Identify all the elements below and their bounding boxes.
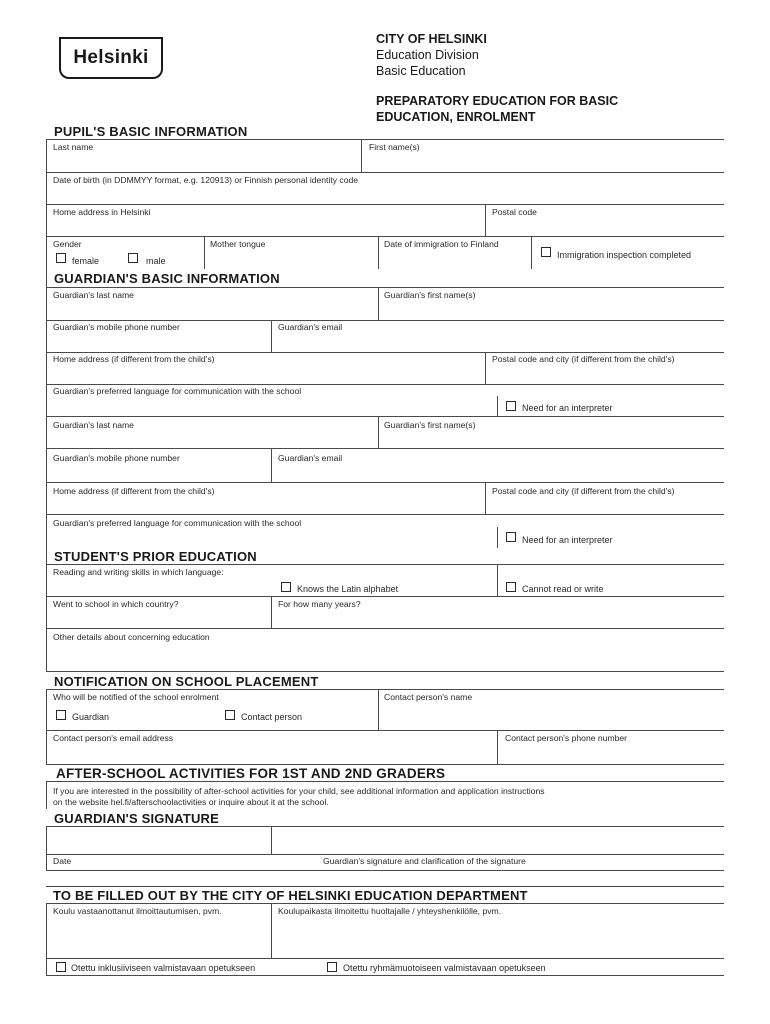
divider <box>46 514 724 515</box>
divider <box>271 903 272 958</box>
pupil-section-heading: PUPIL'S BASIC INFORMATION <box>54 124 248 139</box>
school-years-label: For how many years? <box>278 599 361 609</box>
divider <box>46 236 724 237</box>
divider <box>485 482 486 514</box>
divider <box>46 903 724 904</box>
guardian1-interpreter-label: Need for an interpreter <box>522 403 613 413</box>
divider <box>46 448 724 449</box>
divider <box>531 236 532 269</box>
divider <box>46 886 724 887</box>
inclusive-checkbox[interactable] <box>56 962 66 972</box>
reading-writing-label: Reading and writing skills in which language: <box>53 567 224 577</box>
divider <box>378 689 379 730</box>
cannot-read-label: Cannot read or write <box>522 584 604 594</box>
notify-guardian-label: Guardian <box>72 712 110 722</box>
divider <box>46 903 47 975</box>
divider <box>46 826 724 827</box>
divider <box>485 204 486 236</box>
divider <box>497 730 498 764</box>
divider <box>46 320 724 321</box>
guardian1-mobile-label: Guardian's mobile phone number <box>53 322 180 332</box>
latin-alphabet-checkbox[interactable] <box>281 582 291 592</box>
pupil-dob-label: Date of birth (in DDMMYY format, e.g. 120913) or Finnish personal identity code <box>53 175 359 185</box>
divider <box>46 671 724 672</box>
divider <box>46 730 724 731</box>
logo-top-border <box>59 37 163 43</box>
divider <box>46 854 724 855</box>
divider <box>46 287 724 288</box>
signature-date-label: Date <box>53 856 72 866</box>
pupil-first-names-label: First name(s) <box>369 142 420 152</box>
org-division: Education Division <box>376 48 479 62</box>
school-country-label: Went to school in which country? <box>53 599 179 609</box>
divider <box>497 396 498 416</box>
divider <box>46 628 724 629</box>
signature-label: Guardian's signature and clarification of the signature <box>323 856 526 866</box>
divider <box>271 448 272 482</box>
contact-phone-label: Contact person's phone number <box>505 733 628 743</box>
divider <box>497 527 498 548</box>
document-title <box>376 93 618 125</box>
guardian2-mobile-label: Guardian's mobile phone number <box>53 453 180 463</box>
divider <box>46 416 724 417</box>
divider <box>204 236 205 269</box>
document-title-line1: PREPARATORY EDUCATION FOR BASIC <box>376 94 619 108</box>
org-unit: Basic Education <box>376 64 466 78</box>
form-left-border <box>46 781 47 809</box>
guardian1-language-label: Guardian's preferred language for communication with the school <box>53 386 302 396</box>
divider <box>46 352 724 353</box>
guardian2-first-names-label: Guardian's first name(s) <box>384 420 476 430</box>
divider <box>497 564 498 596</box>
mother-tongue-label: Mother tongue <box>210 239 266 249</box>
notified-date-label: Koulupaikasta ilmoitettu huoltajalle / yhteyshenkilölle, pvm. <box>278 906 502 916</box>
after-school-text <box>53 786 545 808</box>
divider <box>46 482 724 483</box>
pupil-gender-label: Gender <box>53 239 82 249</box>
prior-education-heading: STUDENT'S PRIOR EDUCATION <box>54 549 257 564</box>
divider <box>46 781 724 782</box>
group-label: Otettu ryhmämuotoiseen valmistavaan opetukseen <box>343 963 546 973</box>
guardian2-interpreter-checkbox[interactable] <box>506 532 516 542</box>
female-checkbox[interactable] <box>56 253 66 263</box>
divider <box>46 689 724 690</box>
notify-guardian-checkbox[interactable] <box>56 710 66 720</box>
guardian1-address-label: Home address (if different from the child's) <box>53 354 215 364</box>
guardian2-email-label: Guardian's email <box>278 453 343 463</box>
guardian-section-heading: GUARDIAN'S BASIC INFORMATION <box>54 271 280 286</box>
female-label: female <box>72 256 100 266</box>
other-details-label: Other details about concerning education <box>53 632 210 642</box>
logo-text: Helsinki <box>73 47 149 68</box>
divider <box>46 384 724 385</box>
after-school-heading: AFTER-SCHOOL ACTIVITIES FOR 1ST AND 2ND GRADERS <box>56 766 446 781</box>
immigration-inspection-checkbox[interactable] <box>541 247 551 257</box>
immigration-inspection-label: Immigration inspection completed <box>557 250 692 260</box>
divider <box>46 958 724 959</box>
divider <box>361 139 362 172</box>
immigration-date-label: Date of immigration to Finland <box>384 239 499 249</box>
contact-name-label: Contact person's name <box>384 692 473 702</box>
after-school-text-line1: If you are interested in the possibility of after-school activities for your child, see additional information and application instructions <box>53 786 545 796</box>
form-left-border <box>46 689 47 764</box>
pupil-last-name-label: Last name <box>53 142 94 152</box>
notify-who-label: Who will be notified of the school enrolment <box>53 692 219 702</box>
form-left-border <box>46 139 47 671</box>
divider <box>378 236 379 269</box>
divider <box>271 596 272 628</box>
guardian1-postal-city-label: Postal code and city (if different from the child's) <box>492 354 675 364</box>
guardian1-interpreter-checkbox[interactable] <box>506 401 516 411</box>
divider <box>46 564 724 565</box>
guardian2-last-name-label: Guardian's last name <box>53 420 134 430</box>
document-title-line2: EDUCATION, ENROLMENT <box>376 110 536 124</box>
divider <box>378 416 379 448</box>
contact-email-label: Contact person's email address <box>53 733 174 743</box>
after-school-text-line2: on the website hel.fi/afterschoolactivities or inquire about it at the school. <box>53 797 329 807</box>
divider <box>46 596 724 597</box>
inclusive-label: Otettu inklusiiviseen valmistavaan opetukseen <box>71 963 256 973</box>
divider <box>46 139 724 140</box>
male-label: male <box>146 256 166 266</box>
latin-alphabet-label: Knows the Latin alphabet <box>297 584 399 594</box>
divider <box>378 287 379 320</box>
divider <box>46 764 724 765</box>
divider <box>485 352 486 384</box>
notification-heading: NOTIFICATION ON SCHOOL PLACEMENT <box>54 674 319 689</box>
notify-contact-checkbox[interactable] <box>225 710 235 720</box>
office-heading: TO BE FILLED OUT BY THE CITY OF HELSINKI EDUCATION DEPARTMENT <box>53 888 528 903</box>
guardian1-last-name-label: Guardian's last name <box>53 290 134 300</box>
notify-contact-label: Contact person <box>241 712 303 722</box>
male-checkbox[interactable] <box>128 253 138 263</box>
pupil-home-address-label: Home address in Helsinki <box>53 207 151 217</box>
guardian2-postal-city-label: Postal code and city (if different from the child's) <box>492 486 675 496</box>
cannot-read-checkbox[interactable] <box>506 582 516 592</box>
org-name: CITY OF HELSINKI <box>376 32 487 46</box>
pupil-postal-code-label: Postal code <box>492 207 537 217</box>
divider <box>46 870 724 871</box>
guardian2-interpreter-label: Need for an interpreter <box>522 535 613 545</box>
divider <box>46 975 724 976</box>
divider <box>46 172 724 173</box>
organization-block <box>376 31 487 79</box>
guardian1-email-label: Guardian's email <box>278 322 343 332</box>
guardian2-language-label: Guardian's preferred language for communication with the school <box>53 518 302 528</box>
received-date-label: Koulu vastaanottanut ilmoittautumisen, pvm. <box>53 906 222 916</box>
divider <box>46 204 724 205</box>
divider <box>271 826 272 854</box>
group-checkbox[interactable] <box>327 962 337 972</box>
signature-heading: GUARDIAN'S SIGNATURE <box>54 811 220 826</box>
guardian2-address-label: Home address (if different from the child's) <box>53 486 215 496</box>
guardian1-first-names-label: Guardian's first name(s) <box>384 290 476 300</box>
form-left-border <box>46 826 47 870</box>
divider <box>271 320 272 352</box>
